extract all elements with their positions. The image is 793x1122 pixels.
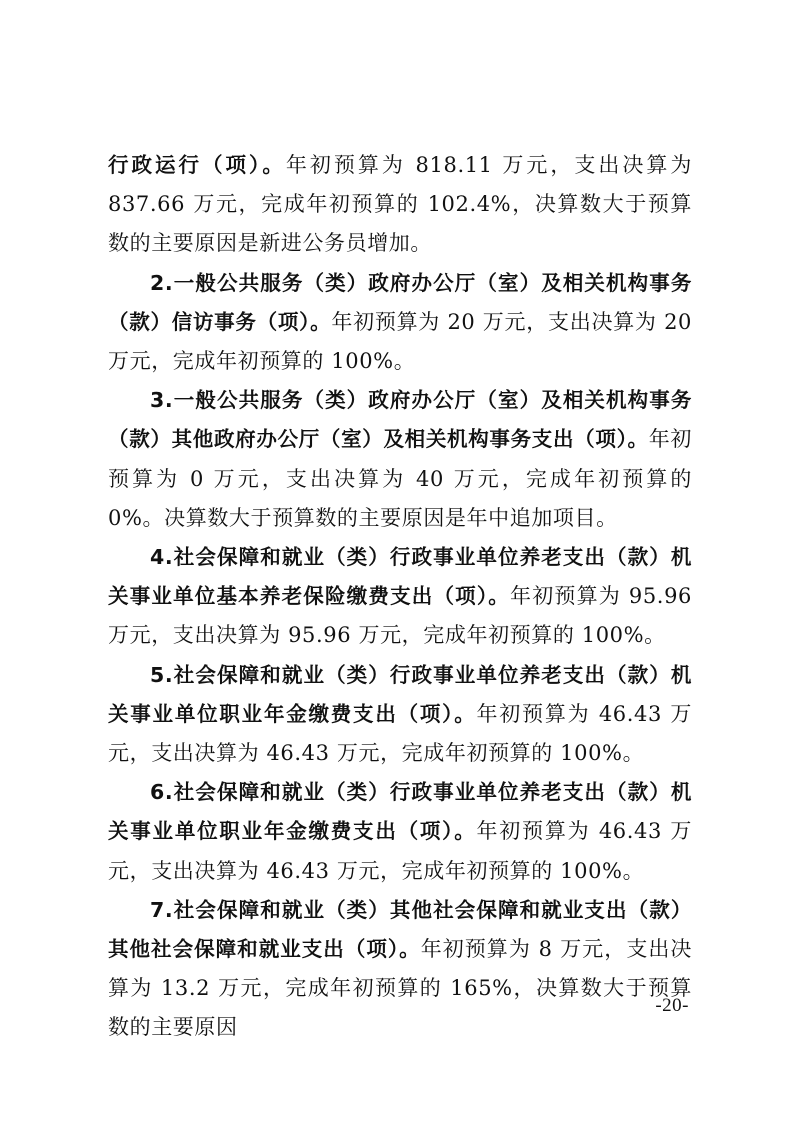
paragraph-text: 年初预算为 20 万元，支出决算为 20 万元，完成年初预算的 100%。 [108, 309, 693, 374]
paragraph-heading: 6.社会保障和就业（类）行政事业单位养老支出（款）机关事业单位职业年金缴费支出（项）。 [108, 780, 692, 844]
paragraph-text: 年初预算为 46.43 万元，支出决算为 46.43 万元，完成年初预算的 100%。 [108, 819, 692, 883]
paragraph-other-social-security [108, 891, 692, 1048]
paragraph-heading: 4.社会保障和就业（类）行政事业单位养老支出（款）机关事业单位基本养老保险缴费支出（项）。 [108, 545, 692, 609]
paragraph-text: 年初预算为 46.43 万元，支出决算为 46.43 万元，完成年初预算的 100%。 [108, 701, 692, 766]
paragraph-heading: 3.一般公共服务（类）政府办公厅（室）及相关机构事务（款）其他政府办公厅（室）及相关机构事务支出（项）。 [108, 388, 692, 452]
paragraph-text: 年初预算为 818.11 万元，支出决算为 837.66 万元，完成年初预算的 102.4%，决算数大于预算数的主要原因是新进公务员增加。 [108, 153, 692, 256]
paragraph-administrative-operation [108, 146, 692, 264]
paragraph-occupational-annuity-a [108, 656, 692, 774]
paragraph-other-office-affairs [108, 381, 692, 538]
document-body [108, 146, 692, 1048]
paragraph-heading: 2.一般公共服务（类）政府办公厅（室）及相关机构事务（款）信访事务（项）。 [108, 270, 692, 334]
paragraph-text: 年初预算为 8 万元，支出决算为 13.2 万元，完成年初预算的 165%，决算数大于预算数的主要原因 [108, 937, 692, 1040]
paragraph-occupational-annuity-b [108, 773, 692, 891]
paragraph-heading: 5.社会保障和就业（类）行政事业单位养老支出（款）机关事业单位职业年金缴费支出（项）。 [108, 662, 692, 726]
paragraph-text: 年初预算为 95.96 万元，支出决算为 95.96 万元，完成年初预算的 100%。 [108, 584, 692, 648]
paragraph-basic-pension-insurance [108, 538, 692, 656]
paragraph-heading: 7.社会保障和就业（类）其他社会保障和就业支出（款）其他社会保障和就业支出（项）。 [108, 897, 692, 962]
paragraph-heading: 行政运行（项）。 [108, 153, 286, 177]
page-number: -20- [655, 995, 689, 1016]
paragraph-text: 年初预算为 0 万元，支出决算为 40 万元，完成年初预算的 0%。决算数大于预算数的主要原因是年中追加项目。 [108, 427, 692, 530]
paragraph-petition-affairs [108, 264, 692, 382]
